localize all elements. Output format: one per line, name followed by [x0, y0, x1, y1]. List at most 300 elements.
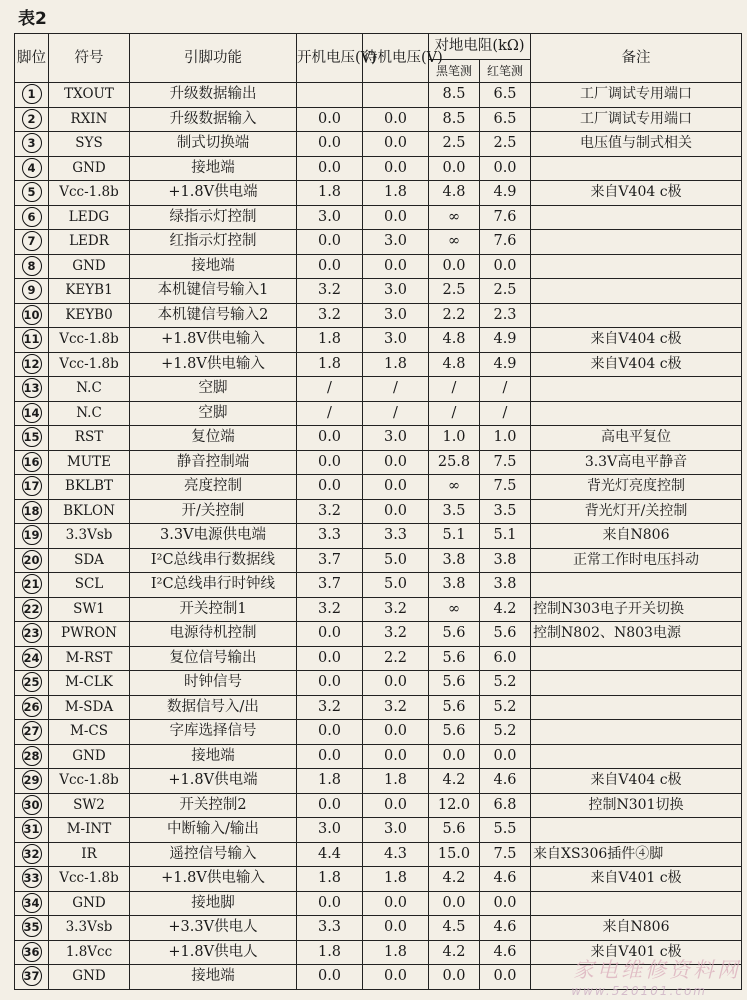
symbol-cell: BKLBT	[49, 475, 130, 500]
pin-position-cell	[15, 230, 49, 255]
table-row	[15, 254, 742, 279]
black-probe-cell: 3.8	[429, 573, 480, 598]
header-pin-position: 脚位	[15, 34, 49, 83]
black-probe-cell: 3.5	[429, 499, 480, 524]
power-on-voltage-cell: 0.0	[297, 156, 363, 181]
symbol-cell: Vcc-1.8b	[49, 867, 130, 892]
function-cell: +1.8V供电输入	[130, 867, 297, 892]
pin-position-cell	[15, 279, 49, 304]
red-probe-cell: 3.8	[480, 548, 531, 573]
pin-position-cell	[15, 671, 49, 696]
function-cell: +1.8V供电输入	[130, 328, 297, 353]
symbol-cell: 3.3Vsb	[49, 524, 130, 549]
red-probe-cell: 6.0	[480, 646, 531, 671]
note-cell: 背光灯开/关控制	[531, 499, 742, 524]
pin-position-cell	[15, 450, 49, 475]
standby-voltage-cell: 3.0	[363, 230, 429, 255]
note-cell: 来自V404 c极	[531, 769, 742, 794]
standby-voltage-cell	[363, 83, 429, 108]
standby-voltage-cell: 0.0	[363, 744, 429, 769]
function-cell: 复位端	[130, 426, 297, 451]
pin-number: 5	[22, 182, 42, 202]
pin-number: 4	[22, 158, 42, 178]
pin-number: 36	[22, 942, 42, 962]
table-row	[15, 867, 742, 892]
table-row	[15, 83, 742, 108]
red-probe-cell: /	[480, 377, 531, 402]
pin-position-cell	[15, 303, 49, 328]
pin-position-cell	[15, 940, 49, 965]
pin-position-cell	[15, 573, 49, 598]
red-probe-cell: 0.0	[480, 965, 531, 990]
power-on-voltage-cell: 4.4	[297, 842, 363, 867]
standby-voltage-cell: 4.3	[363, 842, 429, 867]
symbol-cell: TXOUT	[49, 83, 130, 108]
power-on-voltage-cell: 0.0	[297, 744, 363, 769]
function-cell: 复位信号输出	[130, 646, 297, 671]
table-row	[15, 524, 742, 549]
standby-voltage-cell: 0.0	[363, 671, 429, 696]
power-on-voltage-cell: 0.0	[297, 671, 363, 696]
header-notes: 备注	[531, 34, 742, 83]
standby-voltage-cell: 3.0	[363, 818, 429, 843]
note-cell	[531, 646, 742, 671]
function-cell: +1.8V供电输入	[130, 352, 297, 377]
power-on-voltage-cell: 0.0	[297, 891, 363, 916]
function-cell: +1.8V供电端	[130, 181, 297, 206]
red-probe-cell: /	[480, 401, 531, 426]
symbol-cell: M-RST	[49, 646, 130, 671]
power-on-voltage-cell: 0.0	[297, 426, 363, 451]
note-cell: 来自V404 c极	[531, 181, 742, 206]
symbol-cell: SW2	[49, 793, 130, 818]
note-cell: 高电平复位	[531, 426, 742, 451]
power-on-voltage-cell: 0.0	[297, 107, 363, 132]
note-cell	[531, 891, 742, 916]
power-on-voltage-cell: 3.2	[297, 499, 363, 524]
pin-position-cell	[15, 965, 49, 990]
note-cell: 来自N806	[531, 524, 742, 549]
pin-table-body	[15, 83, 742, 990]
standby-voltage-cell: /	[363, 377, 429, 402]
power-on-voltage-cell: 3.2	[297, 303, 363, 328]
red-probe-cell: 4.6	[480, 867, 531, 892]
power-on-voltage-cell: 0.0	[297, 646, 363, 671]
symbol-cell: SCL	[49, 573, 130, 598]
standby-voltage-cell: 3.3	[363, 524, 429, 549]
red-probe-cell: 7.5	[480, 842, 531, 867]
pin-number: 6	[22, 207, 42, 227]
pin-position-cell	[15, 156, 49, 181]
note-cell	[531, 303, 742, 328]
pin-position-cell	[15, 818, 49, 843]
standby-voltage-cell: 5.0	[363, 548, 429, 573]
black-probe-cell: 0.0	[429, 254, 480, 279]
standby-voltage-cell: 0.0	[363, 499, 429, 524]
pin-position-cell	[15, 622, 49, 647]
table-title: 表2	[18, 9, 47, 29]
table-row	[15, 328, 742, 353]
pin-number: 2	[22, 109, 42, 129]
pin-position-cell	[15, 107, 49, 132]
symbol-cell: N.C	[49, 401, 130, 426]
symbol-cell: GND	[49, 891, 130, 916]
note-cell: 控制N301切换	[531, 793, 742, 818]
function-cell: 数据信号入/出	[130, 695, 297, 720]
pin-position-cell	[15, 181, 49, 206]
symbol-cell: KEYB0	[49, 303, 130, 328]
power-on-voltage-cell: 0.0	[297, 132, 363, 157]
function-cell: I²C总线串行时钟线	[130, 573, 297, 598]
function-cell: 升级数据输入	[130, 107, 297, 132]
power-on-voltage-cell: /	[297, 377, 363, 402]
pin-position-cell	[15, 132, 49, 157]
black-probe-cell: 4.2	[429, 940, 480, 965]
pin-number: 7	[22, 231, 42, 251]
red-probe-cell: 5.1	[480, 524, 531, 549]
symbol-cell: M-SDA	[49, 695, 130, 720]
table-row	[15, 548, 742, 573]
red-probe-cell: 1.0	[480, 426, 531, 451]
pin-number: 8	[22, 256, 42, 276]
black-probe-cell: 4.8	[429, 181, 480, 206]
function-cell: 本机键信号输入1	[130, 279, 297, 304]
note-cell	[531, 720, 742, 745]
header-function: 引脚功能	[130, 34, 297, 83]
pin-number: 3	[22, 133, 42, 153]
red-probe-cell: 4.9	[480, 328, 531, 353]
red-probe-cell: 7.6	[480, 230, 531, 255]
note-cell	[531, 695, 742, 720]
pin-number: 22	[22, 599, 42, 619]
black-probe-cell: 2.5	[429, 132, 480, 157]
table-row	[15, 230, 742, 255]
header-black-probe: 黑笔测	[429, 60, 480, 83]
note-cell: 控制N802、N803电源	[531, 622, 742, 647]
table-row	[15, 818, 742, 843]
red-probe-cell: 6.8	[480, 793, 531, 818]
function-cell: 静音控制端	[130, 450, 297, 475]
standby-voltage-cell: 0.0	[363, 450, 429, 475]
function-cell: 红指示灯控制	[130, 230, 297, 255]
standby-voltage-cell: 2.2	[363, 646, 429, 671]
table-row	[15, 303, 742, 328]
standby-voltage-cell: 1.8	[363, 940, 429, 965]
function-cell: 遥控信号输入	[130, 842, 297, 867]
pin-table	[14, 33, 742, 990]
function-cell: 亮度控制	[130, 475, 297, 500]
red-probe-cell: 4.9	[480, 181, 531, 206]
power-on-voltage-cell: 3.3	[297, 524, 363, 549]
black-probe-cell: 4.8	[429, 328, 480, 353]
pin-number: 26	[22, 697, 42, 717]
note-cell: 来自XS306插件④脚	[531, 842, 742, 867]
symbol-cell: PWRON	[49, 622, 130, 647]
standby-voltage-cell: 5.0	[363, 573, 429, 598]
table-row	[15, 720, 742, 745]
symbol-cell: Vcc-1.8b	[49, 352, 130, 377]
function-cell: 空脚	[130, 377, 297, 402]
black-probe-cell: 4.5	[429, 916, 480, 941]
standby-voltage-cell: 0.0	[363, 720, 429, 745]
power-on-voltage-cell: 1.8	[297, 181, 363, 206]
symbol-cell: RST	[49, 426, 130, 451]
symbol-cell: MUTE	[49, 450, 130, 475]
pin-position-cell	[15, 426, 49, 451]
red-probe-cell: 5.2	[480, 695, 531, 720]
pin-number: 21	[22, 574, 42, 594]
power-on-voltage-cell: 3.7	[297, 548, 363, 573]
symbol-cell: IR	[49, 842, 130, 867]
pin-position-cell	[15, 548, 49, 573]
table-row	[15, 622, 742, 647]
note-cell: 工厂调试专用端口	[531, 107, 742, 132]
function-cell: 空脚	[130, 401, 297, 426]
table-row	[15, 107, 742, 132]
standby-voltage-cell: 1.8	[363, 352, 429, 377]
table-row	[15, 671, 742, 696]
red-probe-cell: 4.9	[480, 352, 531, 377]
table-row	[15, 450, 742, 475]
pin-number: 12	[22, 354, 42, 374]
power-on-voltage-cell: 0.0	[297, 230, 363, 255]
standby-voltage-cell: 1.8	[363, 867, 429, 892]
power-on-voltage-cell	[297, 83, 363, 108]
black-probe-cell: 3.8	[429, 548, 480, 573]
note-cell: 电压值与制式相关	[531, 132, 742, 157]
power-on-voltage-cell: 0.0	[297, 254, 363, 279]
table-row	[15, 156, 742, 181]
watermark-url: www.520101.com	[571, 984, 707, 998]
note-cell	[531, 230, 742, 255]
power-on-voltage-cell: 0.0	[297, 475, 363, 500]
red-probe-cell: 5.6	[480, 622, 531, 647]
pin-number: 35	[22, 917, 42, 937]
function-cell: 字库选择信号	[130, 720, 297, 745]
pin-number: 20	[22, 550, 42, 570]
note-cell: 来自N806	[531, 916, 742, 941]
symbol-cell: N.C	[49, 377, 130, 402]
black-probe-cell: 5.6	[429, 622, 480, 647]
power-on-voltage-cell: 1.8	[297, 867, 363, 892]
table-row	[15, 401, 742, 426]
standby-voltage-cell: 0.0	[363, 891, 429, 916]
red-probe-cell: 3.8	[480, 573, 531, 598]
table-row	[15, 916, 742, 941]
symbol-cell: GND	[49, 965, 130, 990]
standby-voltage-cell: 3.2	[363, 622, 429, 647]
note-cell: 3.3V高电平静音	[531, 450, 742, 475]
red-probe-cell: 4.2	[480, 597, 531, 622]
standby-voltage-cell: 1.8	[363, 181, 429, 206]
standby-voltage-cell: 0.0	[363, 132, 429, 157]
pin-position-cell	[15, 475, 49, 500]
red-probe-cell: 0.0	[480, 744, 531, 769]
standby-voltage-cell: 0.0	[363, 793, 429, 818]
power-on-voltage-cell: 3.2	[297, 279, 363, 304]
black-probe-cell: 5.6	[429, 695, 480, 720]
pin-number: 25	[22, 672, 42, 692]
power-on-voltage-cell: 1.8	[297, 769, 363, 794]
note-cell: 正常工作时电压抖动	[531, 548, 742, 573]
red-probe-cell: 2.5	[480, 132, 531, 157]
note-cell	[531, 205, 742, 230]
table-row	[15, 377, 742, 402]
power-on-voltage-cell: 3.0	[297, 205, 363, 230]
standby-voltage-cell: 3.0	[363, 303, 429, 328]
symbol-cell: KEYB1	[49, 279, 130, 304]
table-row	[15, 695, 742, 720]
power-on-voltage-cell: 3.2	[297, 695, 363, 720]
pin-number: 9	[22, 280, 42, 300]
symbol-cell: LEDR	[49, 230, 130, 255]
table-row	[15, 646, 742, 671]
symbol-cell: SDA	[49, 548, 130, 573]
note-cell	[531, 744, 742, 769]
pin-number: 23	[22, 623, 42, 643]
pin-position-cell	[15, 769, 49, 794]
pin-number: 10	[22, 305, 42, 325]
red-probe-cell: 5.2	[480, 671, 531, 696]
standby-voltage-cell: 3.2	[363, 597, 429, 622]
pin-position-cell	[15, 377, 49, 402]
note-cell: 来自V404 c极	[531, 328, 742, 353]
function-cell: +1.8V供电端	[130, 769, 297, 794]
black-probe-cell: 5.6	[429, 720, 480, 745]
black-probe-cell: 5.6	[429, 671, 480, 696]
standby-voltage-cell: 0.0	[363, 475, 429, 500]
pin-position-cell	[15, 254, 49, 279]
function-cell: 接地端	[130, 744, 297, 769]
pin-position-cell	[15, 842, 49, 867]
power-on-voltage-cell: 0.0	[297, 793, 363, 818]
symbol-cell: Vcc-1.8b	[49, 181, 130, 206]
black-probe-cell: 0.0	[429, 156, 480, 181]
standby-voltage-cell: 3.0	[363, 426, 429, 451]
power-on-voltage-cell: 0.0	[297, 450, 363, 475]
pin-number: 16	[22, 452, 42, 472]
symbol-cell: SW1	[49, 597, 130, 622]
black-probe-cell: 0.0	[429, 965, 480, 990]
pin-number: 14	[22, 403, 42, 423]
pin-number: 34	[22, 893, 42, 913]
pin-position-cell	[15, 695, 49, 720]
red-probe-cell: 0.0	[480, 156, 531, 181]
standby-voltage-cell: 3.2	[363, 695, 429, 720]
header-red-probe: 红笔测	[480, 60, 531, 83]
black-probe-cell: 0.0	[429, 891, 480, 916]
standby-voltage-cell: 0.0	[363, 254, 429, 279]
table-row	[15, 279, 742, 304]
black-probe-cell: 4.2	[429, 769, 480, 794]
note-cell: 控制N303电子开关切换	[531, 597, 742, 622]
note-cell: 背光灯亮度控制	[531, 475, 742, 500]
table-row	[15, 597, 742, 622]
black-probe-cell: 1.0	[429, 426, 480, 451]
black-probe-cell: ∞	[429, 205, 480, 230]
red-probe-cell: 7.6	[480, 205, 531, 230]
pin-position-cell	[15, 524, 49, 549]
power-on-voltage-cell: 1.8	[297, 352, 363, 377]
pin-number: 29	[22, 770, 42, 790]
black-probe-cell: ∞	[429, 597, 480, 622]
pin-position-cell	[15, 916, 49, 941]
note-cell: 来自V401 c极	[531, 867, 742, 892]
red-probe-cell: 2.3	[480, 303, 531, 328]
power-on-voltage-cell: 0.0	[297, 965, 363, 990]
header-symbol: 符号	[49, 34, 130, 83]
function-cell: 时钟信号	[130, 671, 297, 696]
function-cell: 开关控制2	[130, 793, 297, 818]
black-probe-cell: 4.8	[429, 352, 480, 377]
pin-number: 17	[22, 476, 42, 496]
pin-number: 24	[22, 648, 42, 668]
black-probe-cell: 12.0	[429, 793, 480, 818]
black-probe-cell: 2.2	[429, 303, 480, 328]
symbol-cell: SYS	[49, 132, 130, 157]
red-probe-cell: 2.5	[480, 279, 531, 304]
black-probe-cell: 25.8	[429, 450, 480, 475]
pin-position-cell	[15, 328, 49, 353]
pin-position-cell	[15, 352, 49, 377]
header-ground-resistance: 对地电阻(kΩ)	[429, 34, 531, 60]
standby-voltage-cell: 3.0	[363, 279, 429, 304]
table-row	[15, 769, 742, 794]
function-cell: 电源待机控制	[130, 622, 297, 647]
black-probe-cell: 0.0	[429, 744, 480, 769]
pin-position-cell	[15, 597, 49, 622]
table-row	[15, 573, 742, 598]
pin-number: 30	[22, 795, 42, 815]
function-cell: 开/关控制	[130, 499, 297, 524]
red-probe-cell: 0.0	[480, 254, 531, 279]
note-cell	[531, 573, 742, 598]
pin-position-cell	[15, 499, 49, 524]
red-probe-cell: 5.2	[480, 720, 531, 745]
pin-position-cell	[15, 720, 49, 745]
function-cell: 本机键信号输入2	[130, 303, 297, 328]
standby-voltage-cell: 1.8	[363, 769, 429, 794]
note-cell: 来自V404 c极	[531, 352, 742, 377]
pin-position-cell	[15, 83, 49, 108]
symbol-cell: 1.8Vcc	[49, 940, 130, 965]
table-row	[15, 352, 742, 377]
header-power-on-voltage: 开机电压(V)	[297, 34, 363, 83]
pin-number: 13	[22, 378, 42, 398]
red-probe-cell: 6.5	[480, 83, 531, 108]
function-cell: +3.3V供电人	[130, 916, 297, 941]
symbol-cell: BKLON	[49, 499, 130, 524]
pin-number: 31	[22, 819, 42, 839]
pin-number: 18	[22, 501, 42, 521]
red-probe-cell: 4.6	[480, 916, 531, 941]
black-probe-cell: 5.1	[429, 524, 480, 549]
function-cell: 接地脚	[130, 891, 297, 916]
function-cell: 绿指示灯控制	[130, 205, 297, 230]
table-row	[15, 132, 742, 157]
power-on-voltage-cell: 3.0	[297, 818, 363, 843]
pin-position-cell	[15, 867, 49, 892]
power-on-voltage-cell: 0.0	[297, 720, 363, 745]
black-probe-cell: 4.2	[429, 867, 480, 892]
red-probe-cell: 5.5	[480, 818, 531, 843]
standby-voltage-cell: 0.0	[363, 916, 429, 941]
standby-voltage-cell: 0.0	[363, 965, 429, 990]
red-probe-cell: 7.5	[480, 475, 531, 500]
symbol-cell: M-INT	[49, 818, 130, 843]
standby-voltage-cell: 3.0	[363, 328, 429, 353]
function-cell: 接地端	[130, 254, 297, 279]
